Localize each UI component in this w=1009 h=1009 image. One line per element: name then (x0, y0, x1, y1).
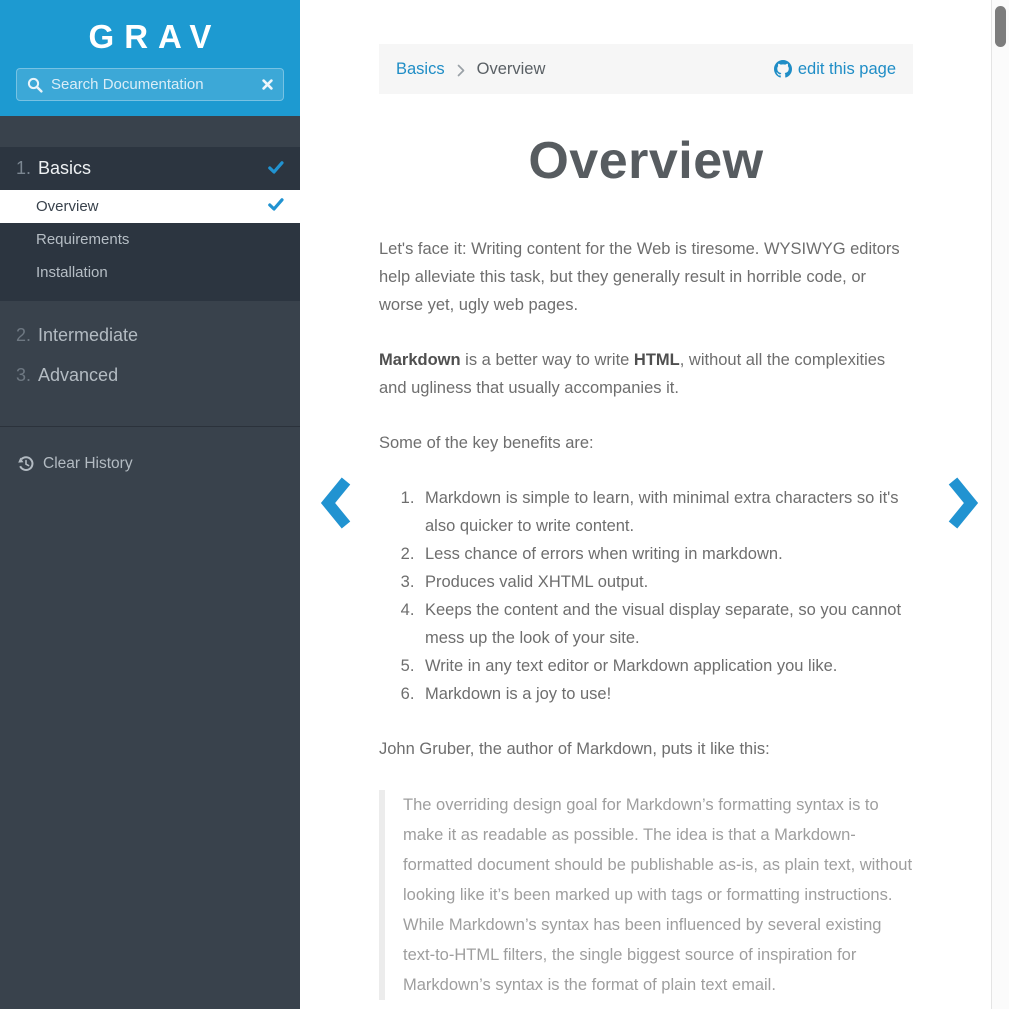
github-icon (774, 60, 792, 78)
breadcrumb-link-basics[interactable]: Basics (396, 59, 445, 78)
item-label: Installation (36, 264, 108, 281)
edit-page-label: edit this page (797, 59, 896, 78)
chevron-left-icon (318, 476, 352, 530)
scrollbar-track[interactable] (991, 0, 1009, 1009)
bold-term: HTML (633, 350, 680, 369)
nav-spacer (0, 301, 300, 315)
scrollbar-thumb[interactable] (995, 6, 1006, 47)
section-label: Intermediate (38, 324, 139, 345)
sidebar-section-basics[interactable] (0, 147, 300, 190)
check-icon (268, 158, 284, 179)
sidebar (0, 0, 300, 1009)
list-item: 3. Produces valid XHTML output. (419, 568, 913, 596)
sidebar-item-requirements[interactable] (0, 223, 300, 256)
gruber-quote: The overriding design goal for Markdown’s formatting syntax is to make it as readable as possible. The idea is that a Markdown-formatted document should be publishable as-is, as plain text, without looking like it’s been marked up with tags or formatting instructions. While Markdown’s syntax has been influenced by several existing text-to-HTML filters, the single biggest source of inspiration for Markdown’s syntax is the format of plain text email. (379, 790, 913, 1000)
paragraph: Some of the key benefits are: (379, 433, 594, 452)
previous-page-button[interactable] (318, 476, 352, 530)
next-page-button[interactable] (947, 476, 981, 530)
item-label: Requirements (36, 231, 130, 248)
chevron-right-icon (947, 476, 981, 530)
search-box (16, 68, 284, 101)
section-number: 1. (16, 158, 32, 178)
main-content (300, 0, 1009, 1009)
clear-history-label: Clear History (43, 455, 133, 472)
section-label: Advanced (38, 364, 119, 385)
sidebar-section-intermediate[interactable] (0, 315, 300, 355)
list-item: 1. Markdown is simple to learn, with minimal extra characters so it's also quicker to write content. (419, 484, 913, 540)
sidebar-header (0, 0, 300, 116)
list-item: 4. Keeps the content and the visual display separate, so you cannot mess up the look of your site. (419, 596, 913, 652)
list-item: 5. Write in any text editor or Markdown application you like. (419, 652, 913, 680)
history-icon (18, 456, 34, 472)
magnifier-icon (27, 77, 43, 93)
grav-logo[interactable]: GRAV (88, 18, 222, 55)
list-item: 6. Markdown is a joy to use! (419, 680, 913, 708)
paragraph: Markdown is a better way to write HTML, without all the complexities and ugliness that usually accompanies it. (379, 350, 886, 397)
sidebar-item-installation[interactable] (0, 256, 300, 289)
breadcrumb (379, 44, 913, 94)
sidebar-section-advanced[interactable] (0, 355, 300, 395)
section-number: 2. (16, 324, 32, 345)
sidebar-nav (0, 116, 300, 473)
edit-page-link[interactable] (774, 60, 896, 79)
paragraph: Let's face it: Writing content for the Web is tiresome. WYSIWYG editors help alleviate this task, but they generally result in horrible code, or worse yet, ugly web pages. (379, 239, 900, 314)
article-column (379, 44, 913, 1000)
bold-term: Markdown (379, 350, 461, 369)
item-label: Overview (36, 198, 99, 215)
sidebar-item-overview[interactable] (0, 190, 300, 223)
chevron-right-icon (457, 64, 465, 77)
list-item: 2. Less chance of errors when writing in markdown. (419, 540, 913, 568)
clear-history-button[interactable] (0, 427, 300, 473)
nav-group-basics (0, 147, 300, 301)
search-input[interactable] (51, 76, 254, 93)
paragraph: John Gruber, the author of Markdown, puts it like this: (379, 739, 770, 758)
section-number: 3. (16, 364, 32, 385)
clear-icon[interactable] (262, 79, 273, 90)
page-title: Overview (528, 132, 764, 190)
check-icon (268, 198, 284, 215)
breadcrumb-current-page: Overview (476, 59, 546, 78)
benefits-list (379, 484, 913, 708)
section-label: Basics (38, 158, 92, 178)
